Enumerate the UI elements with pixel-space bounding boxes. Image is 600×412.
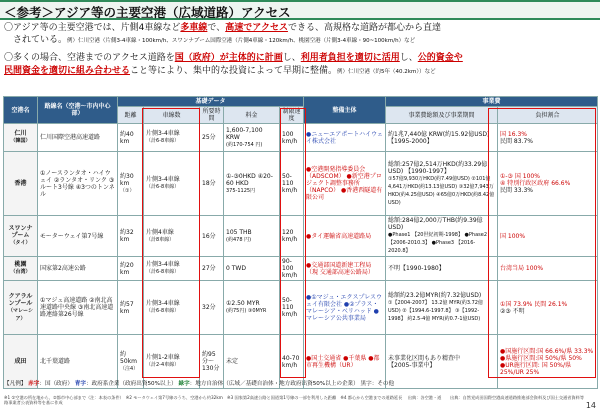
share-cell: 国 100% bbox=[498, 216, 598, 257]
distance-cell: 約40 km bbox=[118, 124, 144, 152]
intro-text: こと等により、集中的な投資によって早期に整備 bbox=[130, 66, 329, 76]
legend-black-desc: ：その他 bbox=[371, 381, 395, 387]
page-number: 14 bbox=[585, 401, 596, 410]
header-distance: 距離 bbox=[118, 107, 144, 124]
lanes-cell: 片側4車線 （計8車線） bbox=[144, 216, 200, 257]
distance-cell: 約30 km （①） bbox=[118, 152, 144, 216]
header-route: 路線名（空港～市内中心部） bbox=[38, 97, 118, 124]
table-row bbox=[4, 124, 598, 152]
airport-name: スワンナプーム （タイ） bbox=[4, 216, 38, 257]
legend-red-desc: ：国（政府） bbox=[39, 381, 73, 387]
developer-cell: ●①マジュ・エクスプレスウェイ有限会社 ●②プラス・マレーシア・ベリハッド ●マレーシア公共事業局 bbox=[304, 281, 386, 335]
legend bbox=[4, 381, 594, 388]
airport-name: 桃園 （台湾） bbox=[4, 257, 38, 281]
time-cell: 25分 bbox=[200, 124, 224, 152]
intro-line-2 bbox=[4, 35, 598, 47]
intro-text: 。 bbox=[328, 66, 338, 76]
route-name: 仁川国際空港高速道路 bbox=[38, 124, 118, 152]
speed-cell: 120 km/h bbox=[280, 216, 304, 257]
lanes-cell: 片側1-2車線 （計2-4車線） bbox=[144, 335, 200, 389]
intro-line-1 bbox=[4, 23, 598, 34]
header-lanes: 車線数 bbox=[144, 107, 200, 124]
header-toll: 料金 bbox=[224, 107, 280, 124]
distance-cell: 約32 km bbox=[118, 216, 144, 257]
cost-cell: 総額:284億2,000万THB(約9.39億USD) ●Phase1 【20世紀初期-1998】 ●Phase2 【2006-2010.3】 ●Phase3 【2016-2020.8】 bbox=[386, 216, 498, 257]
developer-cell: ●空港開発指導委員会（ADSCOM） ●新空港プロジェクト調整事務所（NAPCO） ●香港西隧道有限公司 bbox=[304, 152, 386, 216]
intro-text: で、 bbox=[207, 23, 226, 33]
table-row bbox=[4, 216, 598, 257]
toll-cell: 105 THB (約478 円) bbox=[224, 216, 280, 257]
developer-cell: ●国土交通省 ●千葉県 ●都市再生機構（UR） bbox=[304, 335, 386, 389]
header-basic-data: 基礎データ bbox=[118, 97, 304, 107]
share-cell: ①-③ 国 100% ④ 特別行政区政府 66.6% 民間 33.3% bbox=[498, 152, 598, 216]
cost-cell: 不明【1990-1980】 bbox=[386, 257, 498, 281]
legend-blue-desc: ：政府系企業（政府出資50%以上） bbox=[85, 381, 177, 387]
source-note: 出典：自然党成田国際空港高速道路推進部会資料及び国土交通省資料等 bbox=[450, 395, 585, 400]
speed-cell: 40-70 km/h bbox=[280, 335, 304, 389]
lanes-cell: 片側3-4車線 （計6-8車線） bbox=[144, 281, 200, 335]
route-name: ①ノースランタオ・ハイウェイ ②ランタオ・リンク ③ルート3号線 ④3つのトンネル bbox=[38, 152, 118, 216]
time-cell: 約95分～130分 bbox=[200, 335, 224, 389]
intro-emphasis: 多車線 bbox=[180, 23, 208, 33]
title-bar bbox=[0, 0, 600, 20]
share-cell: 台湾当局 100% bbox=[498, 257, 598, 281]
header-time: 所要時間 bbox=[200, 107, 224, 124]
cost-cell: 総額約23.2億MYR(約7.32億USD) ①【2004-2007】 13.2億 MYR(約3.72億USD) ②【1994.6-1997.8】 ③【1992-1998】 約2.5-4億 MYR(約0.7-1億USD) bbox=[386, 281, 498, 335]
distance-cell: 約50km （注4） bbox=[118, 335, 144, 389]
route-name: 国家第2高速公路 bbox=[38, 257, 118, 281]
developer-cell: ●交通部国道新建工程局（現 交通部高速公路局） bbox=[304, 257, 386, 281]
toll-cell: 1,600-7,100 KRW (約170-754 円) bbox=[224, 124, 280, 152]
header-developer: 整備主体 bbox=[304, 97, 386, 124]
speed-cell: 50-110 km/h bbox=[280, 281, 304, 335]
intro-emphasis: 民間資金を適切に組み合わせる bbox=[4, 66, 131, 76]
cost-cell: 未事業化区間もあり精査中 【2005-事業中】 bbox=[386, 335, 498, 389]
legend-green-desc: ：地方自治体（広域／基礎自治体・地方政府出資50%以上の企業） bbox=[189, 381, 359, 387]
speed-cell: 90-100 km/h bbox=[280, 257, 304, 281]
table-row bbox=[4, 152, 598, 216]
airport-access-table bbox=[3, 96, 598, 389]
airport-name: クアラルンプール （マレーシア） bbox=[4, 281, 38, 335]
toll-cell: 未定 bbox=[224, 335, 280, 389]
header-cost: 事業費総額及び事業期間 bbox=[386, 107, 498, 124]
share-cell: ●国施行区間:国 66.6%/県 33.3% ●県施行区間:国 50%/県 50% ●UR施行区間: 国 50%/県 25%/UR 25% bbox=[498, 335, 598, 389]
intro-line-4 bbox=[4, 66, 598, 78]
toll-cell: 0 TWD bbox=[224, 257, 280, 281]
header-business-cost: 事業費 bbox=[386, 97, 598, 107]
intro-emphasis: 高速でアクセス bbox=[225, 23, 288, 33]
header-share: 負担割合 bbox=[498, 107, 598, 124]
legend-label: 【凡例】 bbox=[4, 381, 27, 387]
route-name: モーターウェイ第7号線 bbox=[38, 216, 118, 257]
intro-emphasis: 利用者負担を適切に活用 bbox=[300, 53, 400, 63]
lanes-cell: 片側3-4車線 （計6-8車線） bbox=[144, 257, 200, 281]
airport-name: 仁川 （韓国） bbox=[4, 124, 38, 152]
intro-line-3 bbox=[4, 53, 598, 64]
legend-blue: 青字 bbox=[74, 381, 86, 387]
toll-cell: ①2.50 MYR (約75円) ③0MYR bbox=[224, 281, 280, 335]
route-name: ①マジュ高速道路 ②南北高速道路中央線 ③南北高速道路連絡第26号線 bbox=[38, 281, 118, 335]
intro-text: し、 bbox=[282, 53, 301, 63]
intro-text: できる、高規格な道路が都心から直達 bbox=[287, 23, 441, 33]
header-speed: 制限速度 bbox=[280, 107, 304, 124]
lanes-cell: 片側3-4車線 （計6-8車線） bbox=[144, 124, 200, 152]
header-airport: 空港名 bbox=[4, 97, 38, 124]
page-title: ＜参考＞アジア等の主要空港（広域道路）アクセス bbox=[4, 5, 291, 20]
speed-cell: 100 km/h bbox=[280, 124, 304, 152]
route-name: 北千葉道路 bbox=[38, 335, 118, 389]
time-cell: 27分 bbox=[200, 257, 224, 281]
developer-cell: ●ニューエアポートハイウェイ株式会社 bbox=[304, 124, 386, 152]
intro-text: 〇多くの場合、空港までのアクセス道路を bbox=[4, 53, 175, 63]
lanes-cell: 片側3-4車線 （計6-8車線） bbox=[144, 152, 200, 216]
toll-cell: ①-③0HKD ④20-60 HKD 375-1125円 bbox=[224, 152, 280, 216]
footnote: ※1 ①空港の所在地から、②都市中心部まで（注：本表の条件） ※2 モータウェイ第7号線のうち、空港から約32km ※3 国家第2高速公路と国道第1号線の一部を利用した距離 ※4 都心から空港までの道路延長 出典：各空港・道路事業者公表資料等を基に作成 bbox=[4, 395, 442, 405]
table-row bbox=[4, 257, 598, 281]
table-row bbox=[4, 281, 598, 335]
time-cell: 32分 bbox=[200, 281, 224, 335]
intro-emphasis: 国（政府）が主体的に計画 bbox=[174, 53, 283, 63]
intro-text: 〇アジア等の主要空港では、片側4車線など bbox=[4, 23, 181, 33]
airport-name: 成田 bbox=[4, 335, 38, 389]
developer-cell: ●タイ運輸省高速道路局 bbox=[304, 216, 386, 257]
intro-note: 例）仁川空港（片側3-4車線・100km/h、スワンナプーム国際空港（片側4車線・120km/h、桃園空港（片側3-4車線・90~100km/h）など bbox=[67, 38, 416, 44]
share-cell: ①国 73.9% 民間 26.1% ②③ 不明 bbox=[498, 281, 598, 335]
time-cell: 16分 bbox=[200, 216, 224, 257]
distance-cell: 約20 km bbox=[118, 257, 144, 281]
legend-green: 緑字 bbox=[178, 381, 190, 387]
legend-red: 赤字 bbox=[28, 381, 40, 387]
intro-text: し、 bbox=[399, 53, 418, 63]
legend-black: 黒字 bbox=[360, 381, 372, 387]
cost-cell: 総額:257億2,514万HKD(約33.29億USD) 【1990-1997】 ①57億9,930万HKD(約7.49億USD) ②101億4,641万HKD(約13.13億USD) ③32億7,943万HKD(約4.25億USD) ④65億0万HKD(約8.42億USD) bbox=[386, 152, 498, 216]
speed-cell: 50-110 km/h bbox=[280, 152, 304, 216]
time-cell: 18分 bbox=[200, 152, 224, 216]
intro-note: 例）仁川空港（約5年（40.2km））など bbox=[337, 69, 436, 75]
share-cell: 国 16.3% 民間 83.7% bbox=[498, 124, 598, 152]
airport-name: 香港 bbox=[4, 152, 38, 216]
distance-cell: 約57 km bbox=[118, 281, 144, 335]
intro-emphasis: 公的資金や bbox=[417, 53, 463, 63]
intro-text: されている。 bbox=[4, 35, 68, 45]
cost-cell: 約1兆7,440億 KRW(約15.92億USD) 【1995-2000】 bbox=[386, 124, 498, 152]
